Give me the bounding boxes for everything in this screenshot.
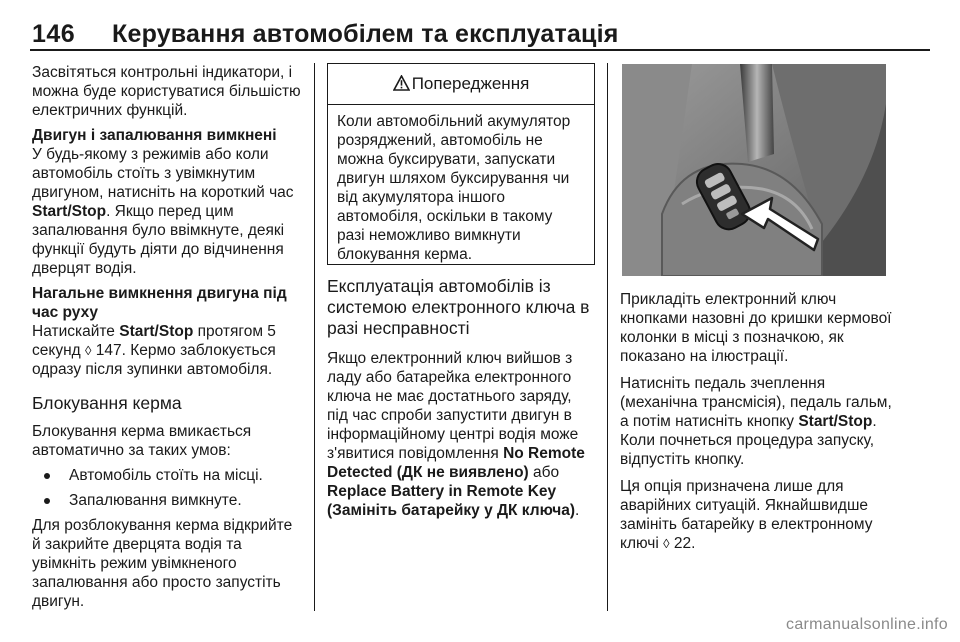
warning-title: Попередження <box>411 74 530 93</box>
header-divider <box>30 49 930 51</box>
list-item: Автомобіль стоїть на місці. <box>32 466 302 485</box>
steering-column-photo <box>622 64 886 276</box>
warning-triangle-icon <box>393 66 410 106</box>
start-stop-label: Start/Stop <box>798 413 873 430</box>
emergency-only-paragraph: Ця опція призначена лише для аварійних ситуацій. Якнайшвидше замініть батарейку в електронному ключі ◊ 22. <box>620 478 873 552</box>
engine-off-paragraph: У будь-якому з режимів або коли автомобіль стоїть з увімкнутим двигуном, натисніть на короткий час Start/Stop. Якщо перед цим запалювання було ввімкнуте, деякі функції будуть діяти до відчинення дверцят водія. <box>32 146 294 277</box>
unlock-paragraph: Для розблокування керма відкрийте й закрийте дверцята водія та увімкніть режим увімкненого запалювання або просто запустіть двигун. <box>32 517 293 610</box>
column-divider <box>314 63 315 611</box>
warning-header <box>328 64 594 105</box>
page-title: Керування автомобілем та експлуатація <box>112 20 619 48</box>
press-pedal-paragraph: Натисніть педаль зчеплення (механічна трансмісія), педаль гальм, а потім натисніть кнопку Start/Stop. Коли почнеться процедура запуску, відпустіть кнопку. <box>620 375 892 468</box>
steering-lock-heading: Блокування керма <box>32 393 182 413</box>
message-no-remote: No Remote Detected (ДК не виявлено) <box>327 445 585 481</box>
steering-lock-intro: Блокування керма вмикається автоматично за таких умов: <box>32 423 252 459</box>
page-reference-link[interactable]: 147 <box>91 342 122 359</box>
steering-lock-conditions <box>32 466 302 510</box>
emergency-off-heading: Нагальне вимкнення двигуна під час руху <box>32 285 287 321</box>
fault-operation-heading: Експлуатація автомобілів із системою електронного ключа в разі несправності <box>327 276 590 338</box>
watermark: carmanualsonline.info <box>786 616 948 633</box>
page-number: 146 <box>32 20 76 48</box>
message-replace-battery: Replace Battery in Remote Key (Замініть батарейку у ДК ключа) <box>327 483 576 519</box>
warning-text: Коли автомобільний акумулятор розряджений, автомобіль не можна буксирувати, запускати двигун шляхом буксирування чи від акумулятора іншого автомобіля, оскільки в такому разі неможливо вимкнути блокування керма. <box>337 113 571 263</box>
start-stop-label: Start/Stop <box>32 203 107 220</box>
column-divider <box>607 63 608 611</box>
intro-paragraph: Засвітяться контрольні індикатори, і можна буде користуватися більшістю електричних функцій. <box>32 64 301 119</box>
fault-operation-paragraph: Якщо електронний ключ вийшов з ладу або батарейка електронного ключа не має достатнього заряду, під час спроби запустити двигун в інформаційному центрі водія може з'явитися повідомлення No Remote Detected (ДК не виявлено) або Replace Battery in Remote Key (Замініть батарейку у ДК ключа). <box>327 350 585 519</box>
column-middle <box>327 276 595 520</box>
column-left <box>32 63 302 611</box>
column-right <box>620 290 892 553</box>
emergency-off-paragraph: Натискайте Start/Stop протягом 5 секунд ◊ 147. Кермо заблокується одразу після зупинки автомобіля. <box>32 323 276 378</box>
page-reference-icon: ◊ <box>85 343 92 358</box>
bullet-icon <box>44 498 50 504</box>
bullet-icon <box>44 473 50 479</box>
page-reference-link[interactable]: 22 <box>669 535 692 552</box>
apply-key-paragraph: Прикладіть електронний ключ кнопками назовні до кришки кермової колонки в місці з позначкою, як показано на ілюстрації. <box>620 291 892 365</box>
start-stop-label: Start/Stop <box>119 323 194 340</box>
warning-box <box>327 63 595 265</box>
engine-off-heading: Двигун і запалювання вимкнені <box>32 127 277 144</box>
list-item: Запалювання вимкнуте. <box>32 491 302 510</box>
page-reference-icon: ◊ <box>663 536 670 551</box>
